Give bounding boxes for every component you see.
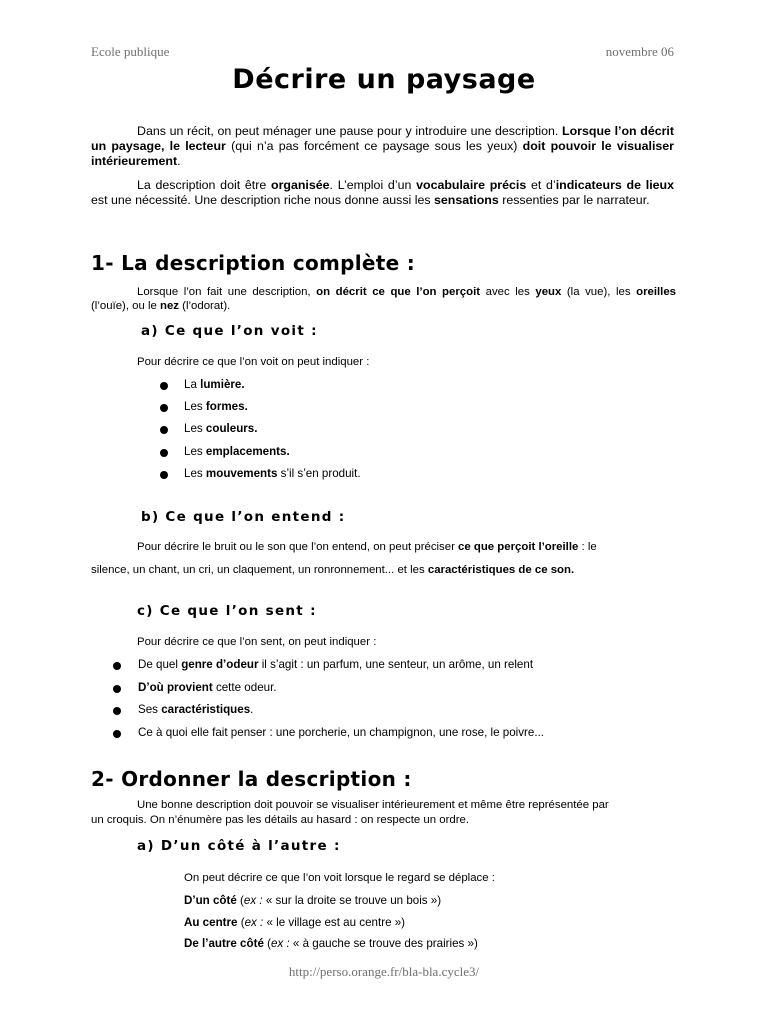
text-run: Au centre xyxy=(184,915,238,929)
bullet-icon xyxy=(113,707,121,715)
text-run: est une nécessité. Une description riche nous donne aussi les xyxy=(91,193,435,207)
text-run: La xyxy=(184,378,201,391)
text-run: formes. xyxy=(205,400,248,414)
text-run: . xyxy=(177,154,181,168)
text-run: caractéristiques de ce son. xyxy=(427,564,575,576)
text-run: doit pouvoir le visualiser intérieurement xyxy=(91,139,675,168)
text-run: on décrit ce que l’on perçoit xyxy=(316,286,481,298)
bullet-icon xyxy=(160,382,168,390)
text-run: oreilles xyxy=(636,286,677,298)
text-run: ( xyxy=(237,915,245,929)
sight-list-item xyxy=(184,467,361,480)
text-run: Ses xyxy=(138,703,162,716)
text-run: ( xyxy=(236,894,244,907)
bullet-icon xyxy=(160,404,168,412)
text-run: Les xyxy=(184,400,206,414)
text-run: organisée xyxy=(271,178,330,192)
header-date: novembre 06 xyxy=(605,44,674,59)
intro-paragraph-1 xyxy=(91,124,674,169)
text-run: sensations xyxy=(434,193,499,207)
header-school: Ecole publique xyxy=(91,44,170,59)
page-title: Décrire un paysage xyxy=(232,64,536,95)
text-run: avec les xyxy=(480,286,536,298)
bullet-icon xyxy=(160,426,168,434)
text-run: Ce à quoi elle fait penser : une porcherie, un champignon, une rose, le poivre... xyxy=(138,725,545,739)
subsection-b-line-1 xyxy=(137,540,677,554)
section-1-intro xyxy=(91,285,676,313)
sight-list-item xyxy=(184,422,257,435)
text-run: Lorsque l’on décrit un paysage, le lecteur xyxy=(91,124,675,153)
text-run: ce que perçoit l’oreille xyxy=(458,541,579,553)
smell-list-item xyxy=(138,703,253,716)
text-run: caractéristiques xyxy=(161,703,251,716)
text-run: (la vue), les xyxy=(561,286,637,298)
text-run: Les xyxy=(184,422,206,436)
text-run: il s’agit : un parfum, une senteur, un arôme, un relent xyxy=(258,658,534,671)
smell-list-item xyxy=(138,681,277,694)
section-2-subsection-a-heading: a) D’un côté à l’autre : xyxy=(137,838,341,854)
text-run: emplacements. xyxy=(205,444,290,458)
text-run: « sur la droite se trouve un bois ») xyxy=(262,894,442,907)
text-run: De l’autre côté xyxy=(184,937,264,950)
subsection-c-lead: Pour décrire ce que l’on sent, on peut indiquer : xyxy=(137,636,377,648)
section-2-intro-line-1: Une bonne description doit pouvoir se visualiser intérieurement et même être représentée par xyxy=(137,799,609,811)
text-run: indicateurs de lieux xyxy=(555,178,674,192)
subsection-a-lead: Pour décrire ce que l’on voit on peut indiquer : xyxy=(137,356,370,368)
text-run: Dans un récit, on peut ménager une pause pour y introduire une description. xyxy=(137,124,563,138)
subsection-b-heading: b) Ce que l’on entend : xyxy=(141,509,346,525)
text-run: Lorsque l’on fait une description, xyxy=(137,286,317,298)
direction-example-line xyxy=(184,937,478,950)
text-run: Les xyxy=(184,466,206,480)
subsection-b-line-2 xyxy=(91,563,681,577)
direction-example-line xyxy=(184,916,405,929)
text-run: Les xyxy=(184,444,206,458)
sight-list-item xyxy=(184,400,248,413)
direction-example-line xyxy=(184,894,441,907)
subsection-c-heading: c) Ce que l’on sent : xyxy=(137,603,317,619)
text-run: et d’ xyxy=(526,178,556,192)
text-run: « à gauche se trouve des prairies ») xyxy=(289,937,478,950)
intro-paragraph-2 xyxy=(91,178,674,208)
text-run: silence, un chant, un cri, un claquement, un ronronnement... et les xyxy=(91,564,428,576)
text-run: lumière. xyxy=(200,378,245,391)
subsection-a-heading: a) Ce que l’on voit : xyxy=(141,323,318,339)
text-run: ex : xyxy=(244,915,264,929)
text-run: « le village est au centre ») xyxy=(263,915,406,929)
text-run: couleurs. xyxy=(205,422,258,436)
section-2-subsection-a-lead: On peut décrire ce que l’on voit lorsque le regard se déplace : xyxy=(184,872,495,884)
bullet-icon xyxy=(113,685,121,693)
smell-list-item xyxy=(138,658,533,671)
text-run: ex : xyxy=(243,894,263,907)
text-run: La description doit être xyxy=(137,178,271,192)
text-run: mouvements xyxy=(205,466,278,480)
section-1-heading: 1- La description complète : xyxy=(91,251,416,275)
text-run: cette odeur. xyxy=(212,680,277,694)
footer-url: http://perso.orange.fr/bla-bla.cycle3/ xyxy=(288,964,480,979)
text-run: De quel xyxy=(138,658,182,671)
text-run: nez xyxy=(160,300,180,312)
text-run: ressenties par le narrateur. xyxy=(498,193,650,207)
section-2-intro-line-2: un croquis. On n’énumère pas les détails au hasard : on respecte un ordre. xyxy=(91,814,470,826)
text-run: . xyxy=(250,703,254,716)
text-run: : le xyxy=(578,541,597,553)
smell-list-item xyxy=(138,726,544,739)
text-run: vocabulaire précis xyxy=(416,178,527,192)
text-run: ( xyxy=(263,937,271,950)
text-run: s’il s’en produit. xyxy=(277,466,361,480)
text-run: Pour décrire le bruit ou le son que l’on entend, on peut préciser xyxy=(137,541,459,553)
text-run: D’un côté xyxy=(184,894,237,907)
text-run: D’où provient xyxy=(138,680,213,694)
text-run: . L’emploi d’un xyxy=(329,178,417,192)
text-run: genre d’odeur xyxy=(181,658,259,671)
sight-list-item xyxy=(184,445,290,458)
text-run: (l’odorat). xyxy=(179,300,231,312)
sight-list-item xyxy=(184,378,245,391)
bullet-icon xyxy=(160,471,168,479)
bullet-icon xyxy=(113,662,121,670)
bullet-icon xyxy=(160,449,168,457)
text-run: ex : xyxy=(271,937,290,950)
text-run: yeux xyxy=(535,286,562,298)
text-run: (l’ouïe), ou le xyxy=(91,300,161,312)
section-2-heading: 2- Ordonner la description : xyxy=(91,767,412,791)
bullet-icon xyxy=(113,730,121,738)
text-run: (qui n’a pas forcément ce paysage sous les yeux) xyxy=(225,139,523,153)
